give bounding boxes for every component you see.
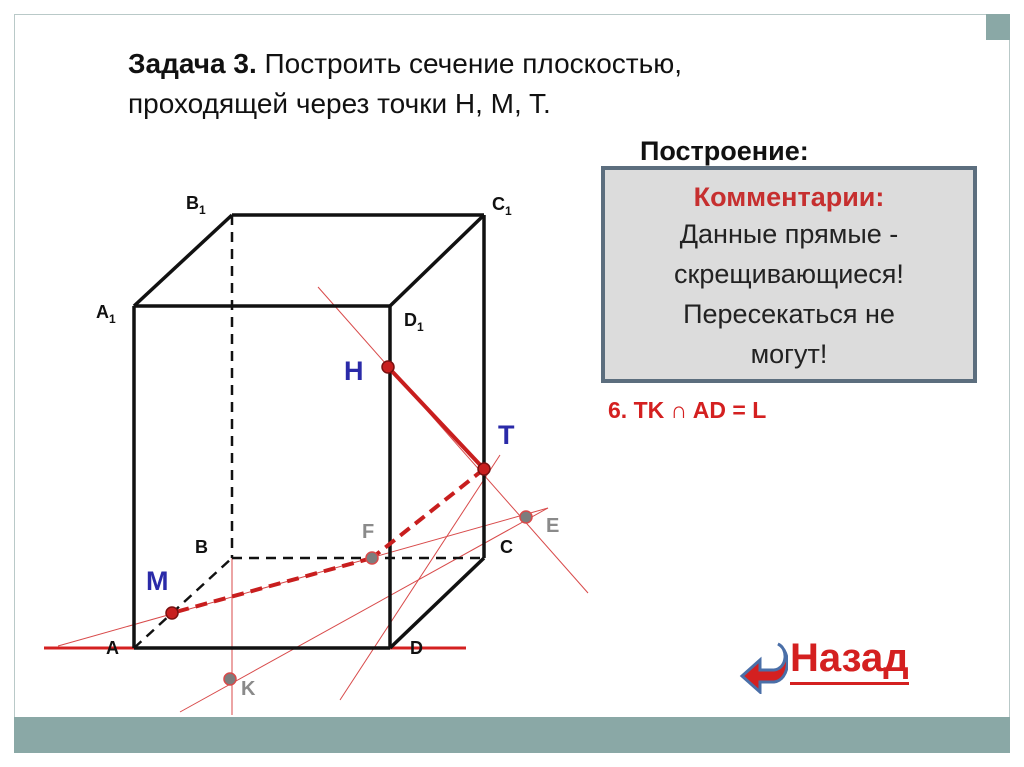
label-a1: $A_1$ bbox=[96, 302, 116, 326]
back-button[interactable] bbox=[738, 634, 950, 694]
task-label: Задача 3. bbox=[128, 48, 257, 79]
line-ft-ext bbox=[340, 455, 500, 700]
point-f bbox=[366, 552, 378, 564]
comment-box bbox=[601, 166, 977, 383]
construction-heading: Построение: bbox=[640, 136, 809, 166]
edge-c1d1 bbox=[390, 215, 484, 306]
label-h: H bbox=[344, 356, 364, 386]
section-hidden-lines bbox=[172, 469, 484, 613]
points bbox=[166, 361, 532, 685]
comment-line: могут! bbox=[750, 339, 828, 369]
comment-line: скрещивающиеся! bbox=[674, 259, 904, 289]
edge-dc bbox=[390, 558, 484, 648]
construction-step: 6. TK ∩ AD = L bbox=[608, 397, 767, 423]
label-f: F bbox=[362, 521, 375, 543]
edge-a1b1 bbox=[134, 215, 232, 306]
point-m bbox=[166, 607, 178, 619]
task-text: Построить сечение плоскостью, bbox=[256, 48, 682, 79]
label-d: D bbox=[410, 638, 423, 658]
label-t: T bbox=[498, 420, 515, 450]
label-c1: $C_1$ bbox=[492, 194, 512, 218]
label-c: C bbox=[500, 537, 513, 557]
label-m: M bbox=[146, 566, 169, 596]
line-mfe bbox=[58, 508, 548, 646]
line-hte bbox=[318, 287, 588, 593]
label-a: A bbox=[106, 638, 119, 658]
point-h bbox=[382, 361, 394, 373]
comment-line: Данные прямые - bbox=[679, 219, 899, 249]
construction-lines bbox=[58, 287, 588, 715]
visible-edges bbox=[134, 215, 484, 648]
section-ht bbox=[388, 367, 484, 469]
point-e bbox=[520, 511, 532, 523]
comment-title: Комментарии: bbox=[693, 182, 885, 212]
label-b: B bbox=[195, 537, 208, 557]
point-t bbox=[478, 463, 490, 475]
label-b1: $B_1$ bbox=[186, 193, 206, 217]
comment-line: Пересекаться не bbox=[683, 299, 895, 329]
return-arrow-icon bbox=[738, 638, 788, 694]
label-e: E bbox=[546, 515, 560, 537]
label-d1: $D_1$ bbox=[404, 310, 424, 334]
task-text-line2: проходящей через точки H, M, T. bbox=[128, 88, 551, 119]
label-k: K bbox=[241, 678, 256, 700]
point-k bbox=[224, 673, 236, 685]
hidden-edges bbox=[134, 215, 484, 648]
back-label: Назад bbox=[790, 634, 909, 685]
